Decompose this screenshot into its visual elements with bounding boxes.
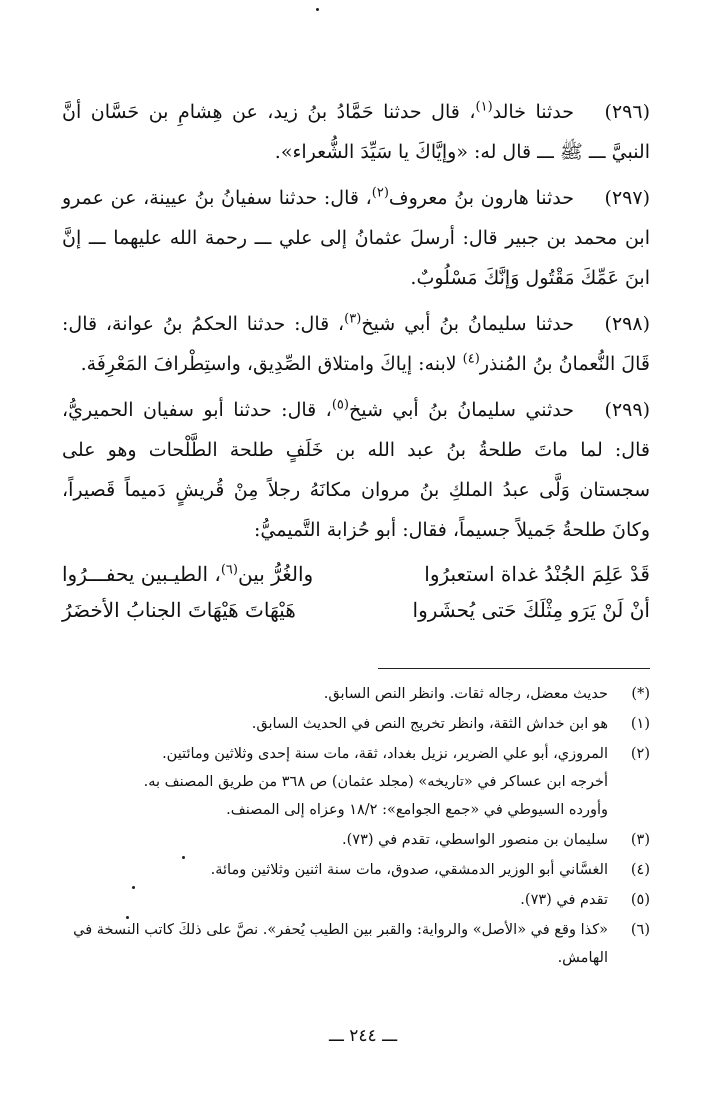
footnote-separator [378,668,650,669]
footnote-line: المروزي، أبو علي الضرير، نزيل بغداد، ثقة، مات سنة إحدى وثلاثين ومائتين. [162,746,608,762]
entry-number: (٢٩٨) [604,313,650,335]
footnote-ref: (٣) [344,311,362,327]
hadith-entry [62,390,650,550]
footnotes [62,680,650,974]
hemistich-second: والغُرُّ بين$^{(٦)}$، الطيـبين يحفـــرُوا [62,562,314,586]
footnote-ref: (١) [475,99,493,115]
entry-number: (٢٩٦) [604,101,650,123]
entry-text: حدثني سليمانُ بنُ أبي شيخ$^{(٥)}$، قال: حدثنا أبو سفيان الحميريُّ، قال: لما ماتَ طلحةُ بنُ عبد الله بن خَلَفٍ طلحة الطَّلْحات وهو على سجستان وَلَّى عبدُ الملكِ بنُ مروان مكانَهُ رجلاً مِنْ قُريشٍ دَميماً قَصيراً، وكانَ طلحةُ جَميلاً جسيماً، فقال: أبو حُزابة التَّميميُّ: [62,397,650,541]
footnote-mark: (٤) [630,862,650,878]
footnote-line: تقدم في (٧٣). [520,892,608,908]
footnote-line: الغسَّاني أبو الوزير الدمشقي، صدوق، مات سنة اثنين وثلاثين ومائة. [210,862,608,878]
top-dot [316,8,319,11]
footnote-line: أخرجه ابن عساكر في «تاريخه» (مجلد عثمان) ص ٣٦٨ من طريق المصنف به. [143,774,608,790]
footnote-line: هو ابن خداش الثقة، وانظر تخريج النص في الحديث السابق. [251,716,608,732]
footnote-line: «كذا وقع في «الأصل» والرواية: والقبر بين الطيب يُحفر». نصَّ على ذلكَ كاتب النسخة في الهامش. [73,922,608,966]
footnote-ref: (٤) [462,351,480,367]
footnote-mark: (٣) [630,832,650,848]
footnote [62,680,650,708]
hadith-entry [62,178,650,298]
page-number: ـــ ٢٤٤ ـــ [328,1026,398,1046]
footnote-ref: (٥) [331,397,349,413]
entry-text: حدثنا هارون بنُ معروف$^{(٢)}$، قال: حدثنا سفيانُ بنُ عيينة، عن عمرو ابن محمد بن جبير قال: أرسلَ عثمانُ إلى علي ـــ رحمة الله عليهما ـــ إنَّ ابنَ عَمِّكَ مَقْتُول وَإنَّكَ مَسْلُوبٌ. [62,185,650,289]
footnote [62,916,650,972]
hemistich-second: هَيْهَاتَ هَيْهَاتَ الجنابُ الأخضَرُ [62,598,296,622]
footnote-ref: (٦) [220,562,238,578]
main-text [62,92,650,628]
footnote [62,826,650,854]
poem [62,556,650,628]
entry-text: حدثنا سليمانُ بنُ أبي شيخ$^{(٣)}$، قال: حدثنا الحكمُ بنُ عوانة، قال: قَالَ النُّعمانُ بنُ المُنذر$^{(٤)}$ لابنه: إياكَ وامتلاق الصِّدِيق، واستِطْرافَ المَعْرِفَة. [62,311,650,375]
entry-number: (٢٩٧) [604,187,650,209]
entry-number: (٢٩٩) [604,399,650,421]
footnote-mark: (١) [630,716,650,732]
footnote-line: وأورده السيوطي في «جمع الجوامع»: ١٨/٢ وعزاه إلى المصنف. [226,802,608,818]
footnote-mark: (٢) [630,746,650,762]
footnote-mark: (٦) [630,922,650,938]
footnote [62,740,650,824]
hadith-entry [62,92,650,172]
hemistich-first: قَدْ عَلِمَ الجُنْدُ غداة استعبرُوا [424,562,650,586]
footnote-mark: (٥) [630,892,650,908]
footnote-mark: (*) [631,686,650,702]
footnote-ref: (٢) [371,185,389,201]
poem-verse [62,556,650,592]
footnote-line: سليمان بن منصور الواسطي، تقدم في (٧٣). [342,832,608,848]
footnote [62,856,650,884]
footnote [62,710,650,738]
footnote-line: حديث معضل، رجاله ثقات. وانظر النص السابق. [323,686,608,702]
footnote [62,886,650,914]
hemistich-first: أنْ لَنْ يَرَو مِثْلَكَ حَتى يُحشَروا [412,598,650,622]
hadith-entry [62,304,650,384]
entry-text: حدثنا خالد$^{(١)}$، قال حدثنا حَمَّادُ بنُ زيد، عن هِشامِ بن حَسَّان أنَّ النبيَّ ـــ ﷺ ـــ قال له: «وإيَّاكَ يا سَيِّدَ الشُّعراء». [62,99,650,163]
poem-verse [62,592,650,628]
